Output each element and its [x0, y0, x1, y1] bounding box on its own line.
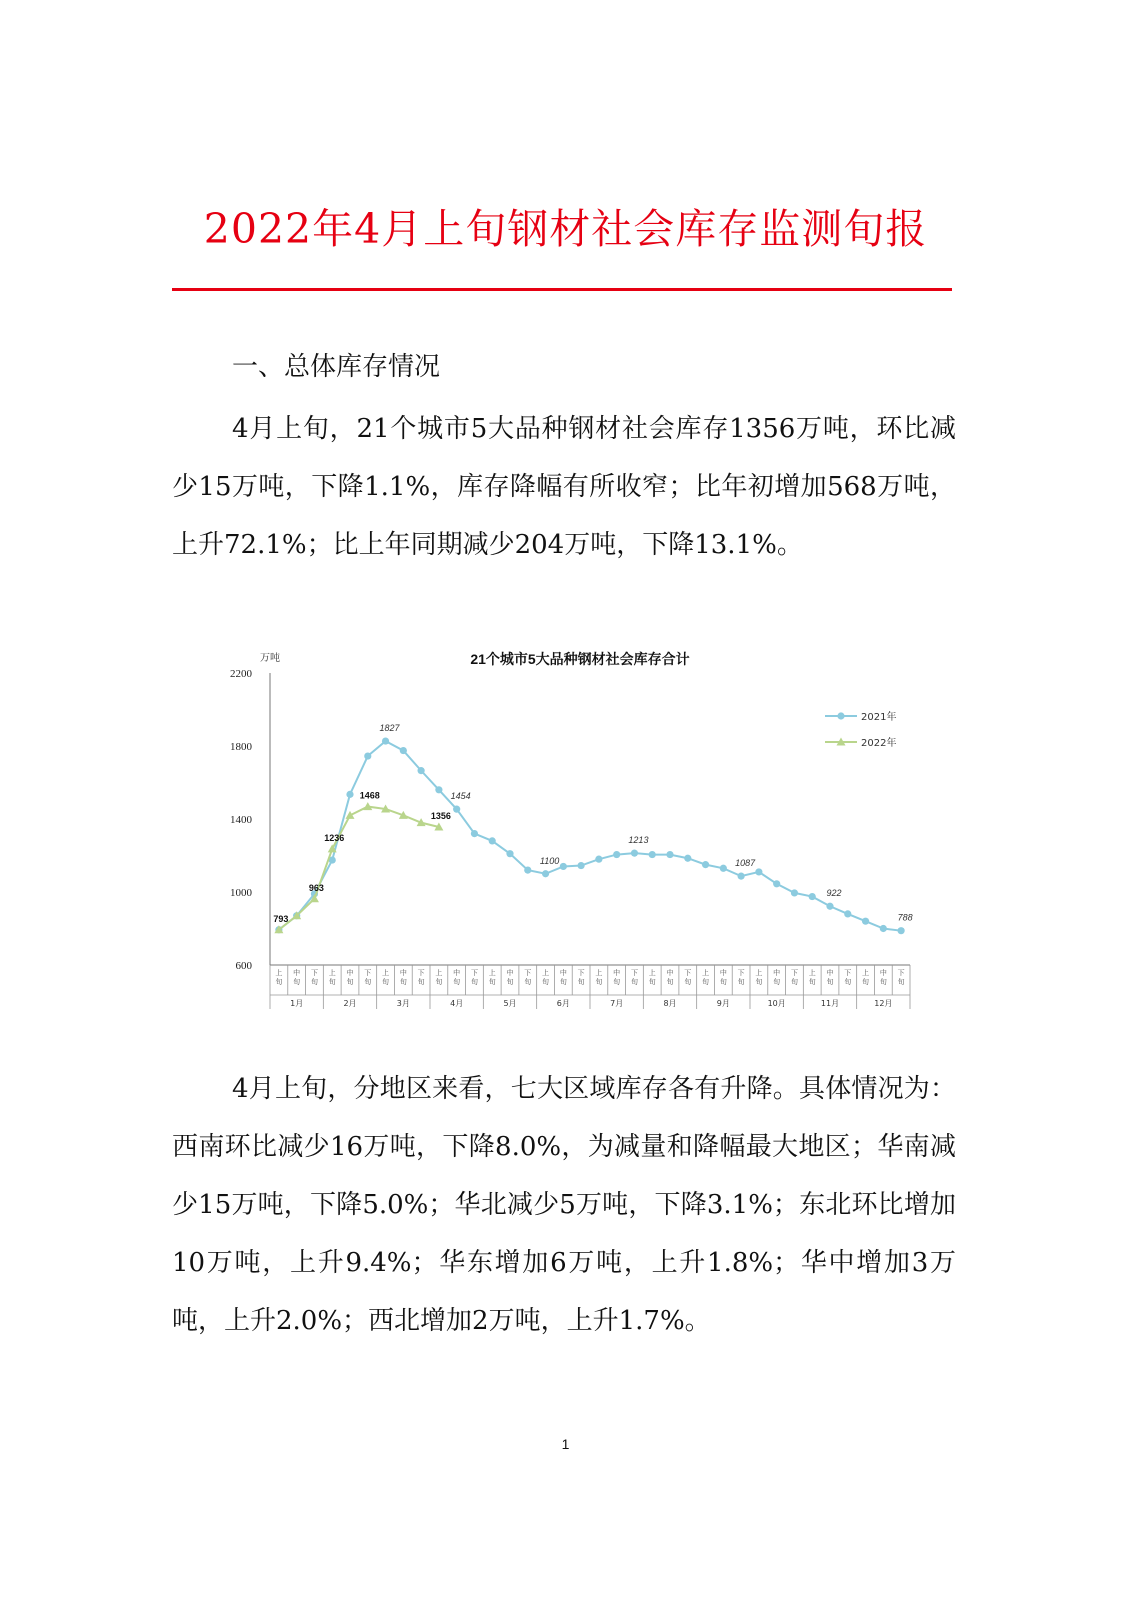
x-period-label: 旬 — [346, 978, 354, 986]
x-period-label: 旬 — [630, 978, 638, 986]
chart-title: 21个城市5大品种钢材社会库存合计 — [470, 651, 690, 667]
data-point — [898, 927, 905, 934]
x-period-label: 旬 — [328, 978, 336, 986]
data-point — [631, 850, 638, 857]
section-heading: 一、总体库存情况 — [232, 352, 441, 382]
x-period-label: 旬 — [506, 978, 514, 986]
x-period-label: 旬 — [542, 978, 550, 986]
series-2022 — [273, 791, 451, 934]
data-point — [346, 791, 353, 798]
data-point — [649, 851, 656, 858]
data-label: 1468 — [359, 790, 380, 801]
x-month-label: 5月 — [503, 999, 517, 1008]
data-point — [400, 747, 407, 754]
legend-marker — [837, 712, 844, 719]
data-label: 1100 — [539, 855, 560, 866]
x-period-label: 中 — [719, 969, 727, 977]
legend-label: 2021年 — [861, 712, 897, 723]
data-label: 1213 — [628, 835, 649, 846]
data-point — [791, 889, 798, 896]
x-period-label: 下 — [417, 969, 425, 977]
data-label: 1454 — [450, 791, 471, 802]
x-period-label: 旬 — [293, 978, 301, 986]
x-period-label: 旬 — [417, 978, 425, 986]
data-point — [453, 806, 460, 813]
data-point — [382, 737, 389, 744]
x-period-label: 下 — [897, 969, 905, 977]
x-period-label: 旬 — [844, 978, 852, 986]
x-period-label: 旬 — [684, 978, 692, 986]
data-point — [738, 873, 745, 880]
page-number: 1 — [561, 1436, 570, 1452]
x-period-label: 上 — [542, 969, 550, 977]
x-period-label: 旬 — [364, 978, 372, 986]
chart-axes — [270, 673, 910, 965]
x-period-label: 旬 — [559, 978, 567, 986]
data-point — [702, 861, 709, 868]
x-month-label: 11月 — [820, 999, 840, 1008]
x-month-label: 8月 — [663, 999, 677, 1008]
x-period-label: 中 — [399, 969, 407, 977]
y-tick-label: 1800 — [230, 741, 252, 753]
x-period-label: 旬 — [773, 978, 781, 986]
x-period-label: 上 — [435, 969, 443, 977]
data-point — [435, 786, 442, 793]
data-point — [880, 925, 887, 932]
x-period-label: 旬 — [790, 978, 798, 986]
series-layer — [273, 723, 912, 934]
x-period-label: 中 — [826, 969, 834, 977]
data-point — [578, 862, 585, 869]
data-point — [560, 863, 567, 870]
data-point — [826, 903, 833, 910]
x-month-label: 10月 — [767, 999, 786, 1008]
data-point — [489, 837, 496, 844]
y-tick-label: 1400 — [230, 814, 252, 826]
x-period-label: 中 — [346, 969, 354, 977]
x-period-label: 下 — [470, 969, 478, 977]
x-period-label: 旬 — [577, 978, 585, 986]
x-period-label: 上 — [808, 969, 816, 977]
y-tick-label: 1000 — [230, 887, 252, 899]
data-point — [666, 851, 673, 858]
x-month-label: 6月 — [556, 999, 570, 1008]
x-period-label: 上 — [755, 969, 763, 977]
x-period-label: 中 — [453, 969, 461, 977]
inventory-line-chart — [220, 640, 920, 1008]
x-period-label: 旬 — [755, 978, 763, 986]
x-period-label: 旬 — [702, 978, 710, 986]
chart-legend — [825, 710, 896, 749]
x-period-label: 旬 — [897, 978, 905, 986]
data-label: 788 — [897, 912, 913, 923]
data-point — [809, 893, 816, 900]
x-period-label: 中 — [559, 969, 567, 977]
x-month-label: 1月 — [290, 999, 304, 1008]
x-period-label: 旬 — [399, 978, 407, 986]
x-period-label: 旬 — [275, 978, 283, 986]
data-label: 1087 — [735, 858, 756, 869]
series-2021 — [275, 723, 912, 934]
data-point — [684, 855, 691, 862]
x-period-label: 中 — [773, 969, 781, 977]
data-point — [524, 867, 531, 874]
x-period-label: 旬 — [435, 978, 443, 986]
series-line — [279, 807, 439, 930]
x-period-label: 旬 — [488, 978, 496, 986]
x-month-label: 12月 — [874, 999, 893, 1008]
x-month-label: 9月 — [716, 999, 730, 1008]
x-period-label: 中 — [293, 969, 301, 977]
x-month-label: 3月 — [396, 999, 410, 1008]
paragraph-total-inventory: 4月上旬，21个城市5大品种钢材社会库存1356万吨，环比减少15万吨，下降1.1%，库存降幅有所收窄；比年初增加568万吨，上升72.1%；比上年同期减少204万吨，下降13.1%。 — [172, 414, 956, 560]
report-title: 2022年4月上旬钢材社会库存监测旬报 — [203, 205, 928, 253]
x-period-label: 上 — [488, 969, 496, 977]
y-tick-label: 2200 — [230, 668, 252, 680]
x-period-label: 旬 — [382, 978, 390, 986]
x-period-label: 旬 — [310, 978, 318, 986]
x-period-label: 上 — [382, 969, 390, 977]
x-period-label: 下 — [310, 969, 318, 977]
y-axis-unit: 万吨 — [260, 653, 280, 664]
data-point — [720, 865, 727, 872]
data-point — [755, 868, 762, 875]
x-period-label: 下 — [737, 969, 745, 977]
x-period-label: 旬 — [613, 978, 621, 986]
x-period-label: 旬 — [666, 978, 674, 986]
data-label: 1356 — [430, 811, 451, 822]
series-line — [279, 741, 901, 931]
x-period-label: 下 — [790, 969, 798, 977]
x-category-labels — [270, 965, 910, 1009]
x-period-label: 旬 — [648, 978, 656, 986]
x-period-label: 旬 — [737, 978, 745, 986]
x-month-label: 2月 — [343, 999, 357, 1008]
data-point — [773, 880, 780, 887]
title-divider — [172, 288, 952, 291]
x-period-label: 旬 — [879, 978, 887, 986]
x-period-label: 旬 — [595, 978, 603, 986]
data-point — [364, 752, 371, 759]
x-period-label: 中 — [666, 969, 674, 977]
x-period-label: 上 — [595, 969, 603, 977]
data-label: 922 — [826, 888, 842, 899]
x-period-label: 下 — [630, 969, 638, 977]
x-period-label: 中 — [879, 969, 887, 977]
data-point — [595, 856, 602, 863]
x-period-label: 旬 — [808, 978, 816, 986]
x-period-label: 旬 — [470, 978, 478, 986]
y-tick-labels — [230, 668, 253, 972]
x-period-label: 下 — [524, 969, 532, 977]
paragraph-regional-inventory: 4月上旬，分地区来看，七大区域库存各有升降。具体情况为：西南环比减少16万吨，下降8.0%，为减量和降幅最大地区；华南减少15万吨，下降5.0%；华北减少5万吨，下降3.1%；东北环比增加10万吨，上升9.4%；华东增加6万吨，上升1.8%；华中增加3万吨，上升2.0%；西北增加2万吨，上升1.7%。 — [172, 1074, 956, 1336]
x-period-label: 下 — [577, 969, 585, 977]
data-point — [542, 870, 549, 877]
x-month-label: 4月 — [450, 999, 464, 1008]
x-period-label: 旬 — [524, 978, 532, 986]
x-period-label: 下 — [844, 969, 852, 977]
x-period-label: 旬 — [826, 978, 834, 986]
x-period-label: 上 — [328, 969, 336, 977]
x-period-label: 上 — [648, 969, 656, 977]
x-period-label: 下 — [364, 969, 372, 977]
x-period-label: 旬 — [719, 978, 727, 986]
data-label: 1827 — [379, 723, 400, 734]
data-label: 793 — [273, 913, 289, 924]
x-period-label: 上 — [275, 969, 283, 977]
data-point — [862, 918, 869, 925]
data-point — [613, 851, 620, 858]
data-point — [506, 850, 513, 857]
x-month-label: 7月 — [610, 999, 624, 1008]
data-label: 963 — [308, 882, 324, 893]
data-point — [418, 767, 425, 774]
data-point — [471, 830, 478, 837]
x-period-label: 旬 — [453, 978, 461, 986]
legend-label: 2022年 — [861, 738, 897, 749]
x-period-label: 上 — [702, 969, 710, 977]
data-point — [844, 910, 851, 917]
x-period-label: 上 — [862, 969, 870, 977]
y-tick-label: 600 — [235, 960, 252, 972]
x-period-label: 下 — [684, 969, 692, 977]
x-period-label: 中 — [613, 969, 621, 977]
x-period-label: 旬 — [862, 978, 870, 986]
x-period-label: 中 — [506, 969, 514, 977]
data-label: 1236 — [324, 832, 345, 843]
